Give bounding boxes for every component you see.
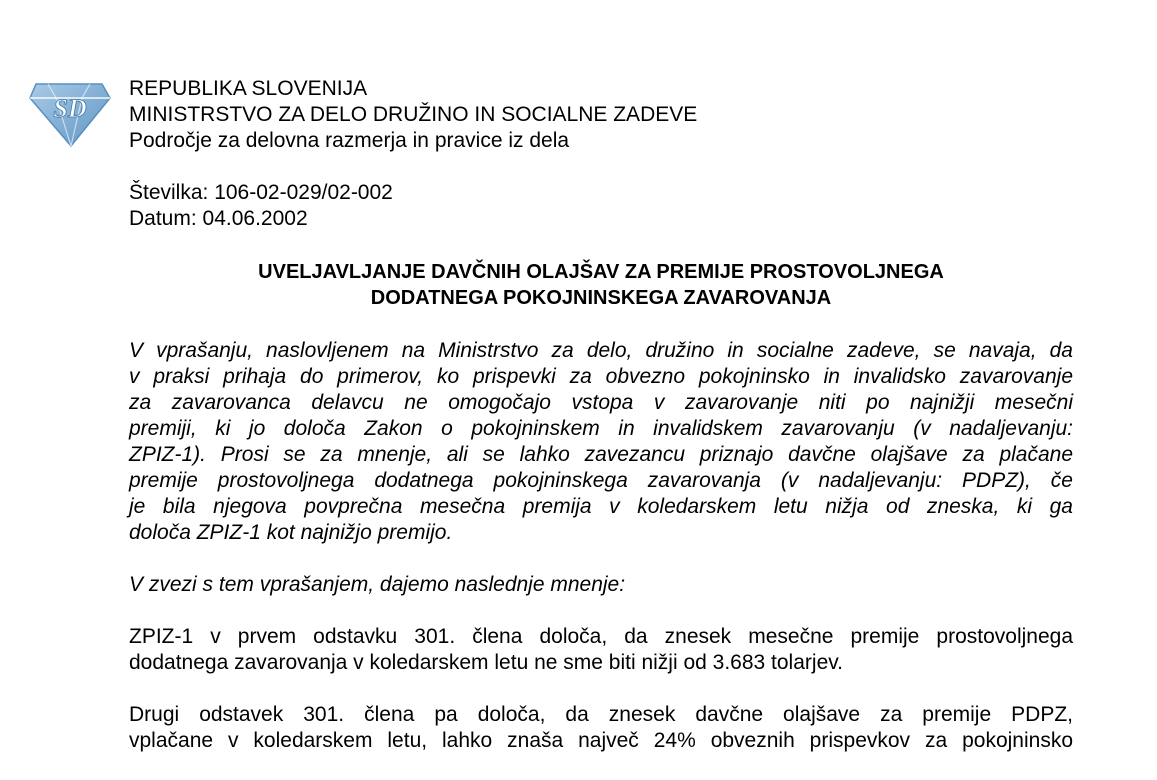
document-body: [129, 338, 1073, 780]
document-title: [129, 259, 1073, 311]
text-line: določa ZPIZ-1 kot najnižjo premijo.: [129, 521, 453, 544]
text-line: v praksi prihaja do primerov, ko prispevki za obvezno pokojninsko in invalidsko zavarovanje: [129, 365, 1073, 388]
header-ministry: MINISTRSTVO ZA DELO DRUŽINO IN SOCIALNE ZADEVE: [129, 103, 698, 126]
title-line-2: DODATNEGA POKOJNINSKEGA ZAVAROVANJA: [370, 287, 832, 309]
text-line: ZPIZ-1). Prosi se za mnenje, ali se lahko zavezancu priznajo davčne olajšave za plačane: [129, 443, 1073, 466]
text-line: vplačane v koledarskem letu, lahko znaša največ 24% obveznih prispevkov za pokojninsko: [129, 729, 1073, 752]
document-header: [129, 76, 697, 154]
header-department: Področje za delovna razmerja in pravice iz dela: [129, 129, 570, 152]
title-line-1: UVELJAVLJANJE DAVČNIH OLAJŠAV ZA PREMIJE PROSTOVOLJNEGA: [258, 261, 944, 283]
text-line: premiji, ki jo določa Zakon o pokojninskem in invalidskem zavarovanju (v nadaljevanju:: [129, 417, 1073, 440]
text-line: Drugi odstavek 301. člena pa določa, da znesek davčne olajšave za premije PDPZ,: [129, 703, 1073, 726]
text-line: za zavarovanca delavcu ne omogočajo vstopa v zavarovanje niti po najnižji mesečni: [129, 391, 1073, 414]
text-line: V vprašanju, naslovljenem na Ministrstvo za delo, družino in socialne zadeve, se navaja, da: [129, 339, 1073, 362]
document-meta: [129, 180, 393, 232]
article-301-paragraph-1: [129, 624, 1073, 676]
opinion-intro-paragraph: [129, 572, 1073, 598]
logo-letters: SD: [53, 94, 87, 123]
document-number: Številka: 106-02-029/02-002: [129, 181, 393, 204]
header-republic: REPUBLIKA SLOVENIJA: [129, 77, 368, 100]
text-line: dodatnega zavarovanja v koledarskem letu ne sme biti nižji od 3.683 tolarjev.: [129, 651, 844, 674]
text-line: je bila njegova povprečna mesečna premija v koledarskem letu nižja od zneska, ki ga: [129, 495, 1073, 518]
question-paragraph: [129, 338, 1073, 546]
text-line: premije prostovoljnega dodatnega pokojninskega zavarovanja (v nadaljevanju: PDPZ), če: [129, 469, 1073, 492]
shield-logo-icon: [26, 76, 114, 150]
article-301-paragraph-2: [129, 702, 1073, 754]
text-line: ZPIZ-1 v prvem odstavku 301. člena določa, da znesek mesečne premije prostovoljnega: [129, 625, 1073, 648]
ministry-logo: [26, 76, 114, 150]
document-date: Datum: 04.06.2002: [129, 207, 308, 230]
text-line: V zvezi s tem vprašanjem, dajemo naslednje mnenje:: [129, 573, 626, 596]
